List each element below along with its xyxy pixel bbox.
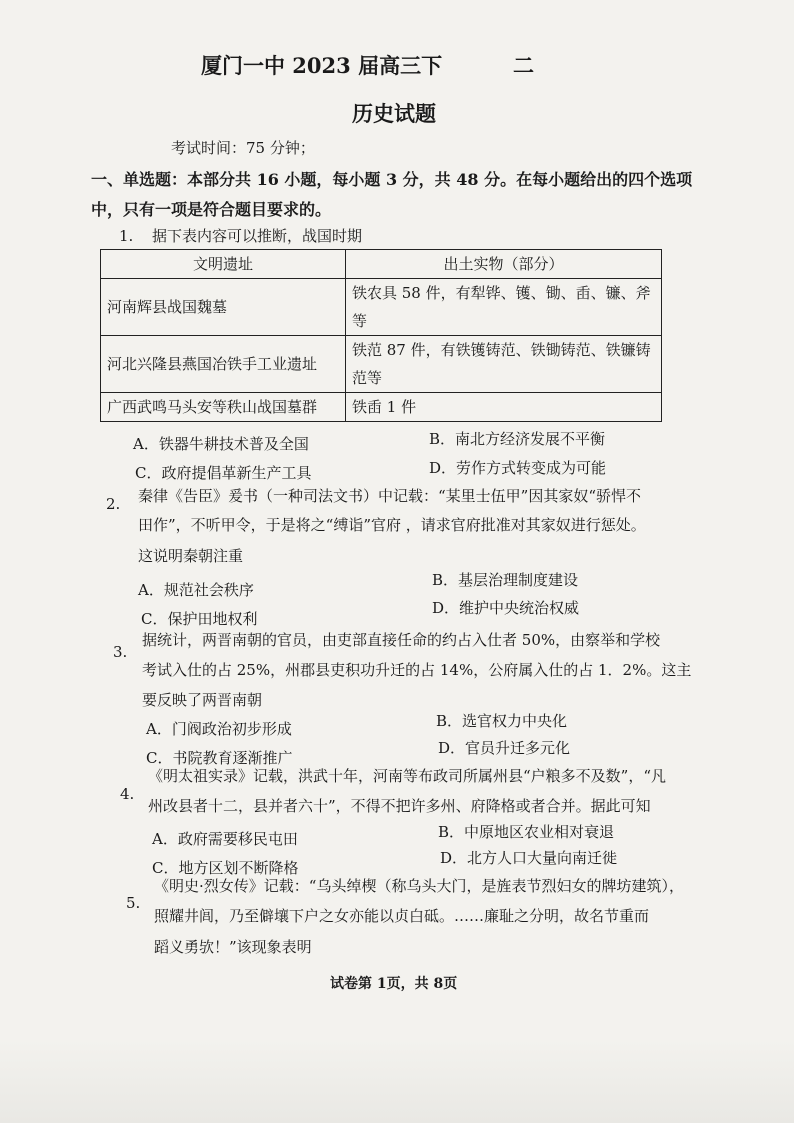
option-b: B．南北方经济发展不平衡 <box>429 430 606 448</box>
option-c: C．保护田地权利 <box>141 610 258 628</box>
question-stem-line: 考试入仕的占 25%，州郡县吏积功升迁的占 14%，公府属入仕的占 1．2%。这主 <box>142 661 692 679</box>
table-header-cell: 出土实物（部分） <box>346 250 662 279</box>
option-c: C．地方区划不断降格 <box>152 859 299 877</box>
option-a: A．铁器牛耕技术普及全国 <box>133 435 309 453</box>
data-table <box>100 249 662 422</box>
table-cell-items <box>346 279 662 336</box>
question-stem-line: 州改县者十二，县并者六十”，不得不把许多州、府降格或者合并。据此可知 <box>148 797 651 815</box>
table-cell-line: 等 <box>352 312 368 330</box>
table-row <box>101 279 662 336</box>
table-cell-site: 广西武鸣马头安等秩山战国墓群 <box>101 393 346 422</box>
option-c: C．书院教育逐渐推广 <box>146 749 293 767</box>
table-cell-items <box>346 336 662 393</box>
table-cell-line: 铁农具 58 件，有犁铧、镬、锄、臿、镰、斧 <box>352 284 651 302</box>
option-b: B．选官权力中央化 <box>436 712 568 730</box>
option-d: D．官员升迁多元化 <box>438 739 571 757</box>
table-row <box>101 393 662 422</box>
exam-title: 厦门一中 2023 届高三下 <box>201 53 443 78</box>
section-heading-line1: 一、单选题：本部分共 16 小题，每小题 3 分，共 48 分。在每小题给出的四个选项 <box>91 170 693 189</box>
question-number: 5. <box>126 894 141 912</box>
page-footer: 试卷第 1页，共 8页 <box>330 976 458 992</box>
question-stem-line: 田作”，不听甲令，于是将之“缚诣”官府 ，请求官府批准对其家奴进行惩处。 <box>138 516 646 534</box>
option-b: B．基层治理制度建设 <box>432 571 579 589</box>
table-cell-line: 范等 <box>352 369 383 387</box>
section-heading-line2: 中，只有一项是符合题目要求的。 <box>91 200 332 219</box>
option-d: D．劳作方式转变成为可能 <box>429 459 607 477</box>
option-d: D．北方人口大量向南迁徙 <box>440 849 618 867</box>
option-a: A．规范社会秩序 <box>138 581 254 599</box>
option-a: A．门阀政治初步形成 <box>146 720 292 738</box>
question-stem-line: 据统计，两晋南朝的官员，由吏部直接任命的约占入仕者 50%，由察举和学校 <box>142 631 661 649</box>
table-cell-site: 河南辉县战国魏墓 <box>101 279 346 336</box>
question-stem-line: 《明史·烈女传》记载：“乌头绰楔（称乌头大门，是旌表节烈妇女的牌坊建筑）， <box>154 877 684 895</box>
question-number: 2. <box>106 495 121 513</box>
scan-shadow <box>0 1040 794 1123</box>
option-b: B．中原地区农业相对衰退 <box>438 823 615 841</box>
question-stem-line: 这说明秦朝注重 <box>138 547 244 565</box>
question-number: 3. <box>113 643 128 661</box>
table-cell-items <box>346 393 662 422</box>
table-header-row <box>101 250 662 279</box>
question-stem-line: 秦律《告臣》爰书（一种司法文书）中记载：“某里士伍甲”因其家奴“骄悍不 <box>138 487 642 505</box>
question-stem-line: 据下表内容可以推断，战国时期 <box>152 227 363 245</box>
question-number: 4. <box>120 785 135 803</box>
option-d: D．维护中央统治权威 <box>432 599 580 617</box>
question-number: 1. <box>119 227 134 245</box>
exam-time: 考试时间：75 分钟； <box>171 139 315 157</box>
table-header-cell: 文明遗址 <box>101 250 346 279</box>
subject-title: 历史试题 <box>352 101 436 126</box>
question-stem-line: 蹈义勇欤！”该现象表明 <box>154 938 312 956</box>
option-c: C．政府提倡革新生产工具 <box>135 464 312 482</box>
question-stem-line: 要反映了两晋南朝 <box>142 691 263 709</box>
question-stem-line: 照耀井闾，乃至僻壤下户之女亦能以贞白砥。……廉耻之分明，故名节重而 <box>154 907 650 925</box>
table-cell-line: 铁臿 1 件 <box>352 398 417 416</box>
table-cell-line: 铁范 87 件，有铁镬铸范、铁锄铸范、铁镰铸 <box>352 341 651 359</box>
question-stem-line: 《明太祖实录》记载，洪武十年，河南等布政司所属州县“户粮多不及数”，“凡 <box>148 767 667 785</box>
exam-title-suffix: 二 <box>513 53 534 78</box>
table-cell-site: 河北兴隆县燕国冶铁手工业遗址 <box>101 336 346 393</box>
table-row <box>101 336 662 393</box>
option-a: A．政府需要移民屯田 <box>152 830 298 848</box>
